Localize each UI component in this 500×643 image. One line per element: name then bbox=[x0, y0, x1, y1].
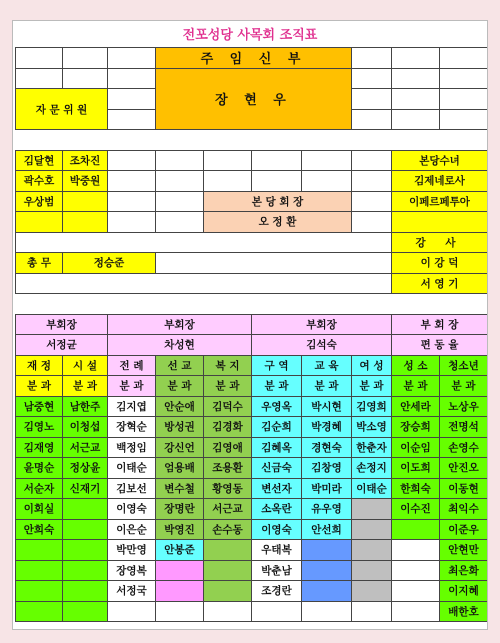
vice-name: 김석숙 bbox=[251, 334, 392, 356]
member-name: 김지엽 bbox=[107, 396, 156, 418]
empty-cell bbox=[155, 191, 204, 213]
org-chart-grid bbox=[15, 47, 487, 621]
empty-cell bbox=[391, 560, 440, 582]
member-name: 박경혜 bbox=[301, 416, 352, 438]
nun: 김제네로사 bbox=[391, 170, 488, 192]
empty-cell bbox=[15, 47, 63, 69]
empty-cell bbox=[155, 252, 392, 274]
member-name: 김덕수 bbox=[203, 396, 252, 418]
member-name: 서근교 bbox=[62, 437, 108, 459]
advisor: 조차진 bbox=[62, 150, 108, 172]
empty-cell bbox=[351, 88, 392, 110]
member-name: 우영옥 bbox=[251, 396, 302, 418]
member-name: 안현만 bbox=[439, 539, 488, 561]
member-name: 안진오 bbox=[439, 457, 488, 479]
dept-header: 청소년 bbox=[439, 355, 488, 377]
member-name: 이태순 bbox=[107, 457, 156, 479]
member-name: 강신언 bbox=[155, 437, 204, 459]
empty-cell bbox=[351, 580, 392, 602]
empty-cell bbox=[15, 273, 392, 295]
empty-cell bbox=[439, 88, 488, 110]
empty-cell bbox=[15, 232, 392, 254]
member-name: 안봉준 bbox=[155, 539, 204, 561]
member-name: 이영숙 bbox=[107, 498, 156, 520]
vice-name: 차성현 bbox=[107, 334, 252, 356]
empty-cell bbox=[301, 150, 352, 172]
member-name: 유우영 bbox=[301, 498, 352, 520]
empty-cell bbox=[15, 68, 63, 90]
empty-cell bbox=[203, 580, 252, 602]
empty-cell bbox=[351, 109, 392, 131]
empty-cell bbox=[439, 47, 488, 69]
empty-cell bbox=[351, 150, 392, 172]
dept-sub-label: 분 과 bbox=[62, 375, 108, 397]
empty-cell bbox=[62, 580, 108, 602]
empty-cell bbox=[107, 170, 156, 192]
member-name: 안세라 bbox=[391, 396, 440, 418]
member-name: 서정국 bbox=[107, 580, 156, 602]
member-name: 김창영 bbox=[301, 457, 352, 479]
empty-cell bbox=[107, 601, 156, 623]
advisor: 김달현 bbox=[15, 150, 63, 172]
lecturer-label: 강 사 bbox=[391, 232, 488, 254]
member-name: 한춘자 bbox=[351, 437, 392, 459]
president-name: 오 정 환 bbox=[203, 211, 352, 233]
empty-cell bbox=[62, 519, 108, 541]
member-name: 장영복 bbox=[107, 560, 156, 582]
empty-cell bbox=[391, 47, 440, 69]
empty-cell bbox=[15, 560, 63, 582]
member-name: 안희숙 bbox=[15, 519, 63, 541]
empty-cell bbox=[155, 580, 204, 602]
empty-cell bbox=[351, 191, 392, 213]
member-name: 조경란 bbox=[251, 580, 302, 602]
member-name: 이회실 bbox=[15, 498, 63, 520]
advisor: 박중원 bbox=[62, 170, 108, 192]
member-name: 장승희 bbox=[391, 416, 440, 438]
empty-cell bbox=[351, 519, 392, 541]
member-name: 윤명순 bbox=[15, 457, 63, 479]
member-name: 노상우 bbox=[439, 396, 488, 418]
member-name: 경현숙 bbox=[301, 437, 352, 459]
empty-cell bbox=[15, 211, 63, 233]
empty-cell bbox=[62, 560, 108, 582]
member-name: 이도희 bbox=[391, 457, 440, 479]
member-name: 손정지 bbox=[351, 457, 392, 479]
dept-sub-label: 분 과 bbox=[15, 375, 63, 397]
empty-cell bbox=[351, 211, 392, 233]
spacer-row bbox=[15, 129, 488, 151]
dept-sub-label: 분 과 bbox=[351, 375, 392, 397]
vice-right-label: 부 회 장 bbox=[391, 314, 488, 336]
empty-cell bbox=[107, 191, 156, 213]
member-name: 이태순 bbox=[351, 478, 392, 500]
empty-cell bbox=[62, 498, 108, 520]
member-name: 손영수 bbox=[439, 437, 488, 459]
dept-header: 여 성 bbox=[351, 355, 392, 377]
member-name: 이영숙 bbox=[251, 519, 302, 541]
member-name: 박춘남 bbox=[251, 560, 302, 582]
member-name: 최익수 bbox=[439, 498, 488, 520]
empty-cell bbox=[391, 539, 440, 561]
empty-cell bbox=[155, 170, 204, 192]
nun: 이페르페투아 bbox=[391, 191, 488, 213]
dept-sub-label: 분 과 bbox=[251, 375, 302, 397]
empty-cell bbox=[107, 109, 156, 131]
member-name: 이동현 bbox=[439, 478, 488, 500]
org-chart-sheet bbox=[12, 20, 488, 630]
member-name: 변수철 bbox=[155, 478, 204, 500]
empty-cell bbox=[107, 88, 156, 110]
member-name: 전명석 bbox=[439, 416, 488, 438]
member-name: 이준우 bbox=[439, 519, 488, 541]
member-name: 김재영 bbox=[15, 437, 63, 459]
dept-sub-label: 분 과 bbox=[301, 375, 352, 397]
member-name: 박미라 bbox=[301, 478, 352, 500]
empty-cell bbox=[351, 170, 392, 192]
empty-cell bbox=[107, 47, 156, 69]
member-name: 조용환 bbox=[203, 457, 252, 479]
dept-header: 구 역 bbox=[251, 355, 302, 377]
empty-cell bbox=[301, 170, 352, 192]
member-name: 안선희 bbox=[301, 519, 352, 541]
empty-cell bbox=[439, 68, 488, 90]
member-name: 정상윤 bbox=[62, 457, 108, 479]
empty-cell bbox=[155, 211, 204, 233]
member-name: 김영노 bbox=[15, 416, 63, 438]
dept-header: 성 소 bbox=[391, 355, 440, 377]
empty-cell bbox=[391, 88, 440, 110]
member-name: 박만영 bbox=[107, 539, 156, 561]
empty-cell bbox=[301, 601, 352, 623]
member-name: 김영희 bbox=[351, 396, 392, 418]
empty-cell bbox=[62, 191, 108, 213]
member-name: 김혜옥 bbox=[251, 437, 302, 459]
dept-header: 복 지 bbox=[203, 355, 252, 377]
member-name: 이순임 bbox=[391, 437, 440, 459]
pastor-name: 장 현 우 bbox=[155, 68, 352, 131]
empty-cell bbox=[203, 170, 252, 192]
empty-cell bbox=[439, 109, 488, 131]
member-name: 백정임 bbox=[107, 437, 156, 459]
member-name: 황영동 bbox=[203, 478, 252, 500]
empty-cell bbox=[391, 109, 440, 131]
member-name: 서순자 bbox=[15, 478, 63, 500]
empty-cell bbox=[351, 498, 392, 520]
member-name: 박소영 bbox=[351, 416, 392, 438]
member-name: 김보선 bbox=[107, 478, 156, 500]
dept-header: 전 례 bbox=[107, 355, 156, 377]
vice-label: 부회장 bbox=[107, 314, 252, 336]
empty-cell bbox=[62, 68, 108, 90]
empty-cell bbox=[62, 601, 108, 623]
member-name: 신재기 bbox=[62, 478, 108, 500]
chart-title: 전포성당 사목회 조직표 bbox=[13, 21, 487, 45]
vice-name: 서정균 bbox=[15, 334, 108, 356]
empty-cell bbox=[391, 580, 440, 602]
member-name: 박영진 bbox=[155, 519, 204, 541]
member-name: 배한호 bbox=[439, 601, 488, 623]
empty-cell bbox=[391, 68, 440, 90]
empty-cell bbox=[62, 211, 108, 233]
general-affairs-name: 정승준 bbox=[62, 252, 156, 274]
member-name: 김영애 bbox=[203, 437, 252, 459]
president-label: 본 당 회 장 bbox=[203, 191, 352, 213]
empty-cell bbox=[251, 170, 302, 192]
empty-cell bbox=[155, 601, 204, 623]
member-name: 최은화 bbox=[439, 560, 488, 582]
empty-cell bbox=[351, 601, 392, 623]
pastor-title: 주 임 신 부 bbox=[155, 47, 352, 69]
member-name: 김경화 bbox=[203, 416, 252, 438]
member-name: 서근교 bbox=[203, 498, 252, 520]
dept-sub-label: 분 과 bbox=[107, 375, 156, 397]
empty-cell bbox=[301, 560, 352, 582]
empty-cell bbox=[203, 601, 252, 623]
empty-cell bbox=[351, 539, 392, 561]
dept-sub-label: 분 과 bbox=[203, 375, 252, 397]
member-name: 이지혜 bbox=[439, 580, 488, 602]
vice-right-name: 편 동 율 bbox=[391, 334, 488, 356]
member-name: 남중현 bbox=[15, 396, 63, 418]
empty-cell bbox=[251, 150, 302, 172]
empty-cell bbox=[155, 560, 204, 582]
empty-cell bbox=[301, 539, 352, 561]
empty-cell bbox=[62, 539, 108, 561]
empty-cell bbox=[391, 519, 440, 541]
empty-cell bbox=[15, 539, 63, 561]
empty-cell bbox=[107, 150, 156, 172]
member-name: 남한주 bbox=[62, 396, 108, 418]
empty-cell bbox=[251, 601, 302, 623]
member-name: 신금숙 bbox=[251, 457, 302, 479]
member-name: 박시현 bbox=[301, 396, 352, 418]
empty-cell bbox=[351, 47, 392, 69]
dept-sub-label: 분 과 bbox=[391, 375, 440, 397]
empty-cell bbox=[351, 560, 392, 582]
empty-cell bbox=[203, 560, 252, 582]
advisory-label: 자 문 위 원 bbox=[15, 88, 108, 130]
vice-label: 부회장 bbox=[251, 314, 392, 336]
empty-cell bbox=[203, 150, 252, 172]
member-name: 엄용배 bbox=[155, 457, 204, 479]
advisor: 우상범 bbox=[15, 191, 63, 213]
member-name: 이청섭 bbox=[62, 416, 108, 438]
lecturer: 서 영 기 bbox=[391, 273, 488, 295]
vice-label: 부회장 bbox=[15, 314, 108, 336]
empty-cell bbox=[15, 580, 63, 602]
member-name: 한희숙 bbox=[391, 478, 440, 500]
empty-cell bbox=[351, 68, 392, 90]
nuns-label: 본당수녀 bbox=[391, 150, 488, 172]
member-name: 방성권 bbox=[155, 416, 204, 438]
member-name: 장혁순 bbox=[107, 416, 156, 438]
empty-cell bbox=[62, 47, 108, 69]
empty-cell bbox=[203, 539, 252, 561]
member-name: 이수진 bbox=[391, 498, 440, 520]
dept-header: 시 설 bbox=[62, 355, 108, 377]
member-name: 이은순 bbox=[107, 519, 156, 541]
dept-header: 재 정 bbox=[15, 355, 63, 377]
member-name: 소옥란 bbox=[251, 498, 302, 520]
dept-sub-label: 분 과 bbox=[155, 375, 204, 397]
lecturer: 이 강 덕 bbox=[391, 252, 488, 274]
empty-cell bbox=[301, 580, 352, 602]
member-name: 손수동 bbox=[203, 519, 252, 541]
member-name: 변선자 bbox=[251, 478, 302, 500]
member-name: 장명란 bbox=[155, 498, 204, 520]
empty-cell bbox=[107, 68, 156, 90]
empty-cell bbox=[391, 211, 488, 233]
empty-cell bbox=[15, 601, 63, 623]
empty-cell bbox=[155, 150, 204, 172]
general-affairs-label: 총 무 bbox=[15, 252, 63, 274]
dept-sub-label: 분 과 bbox=[439, 375, 488, 397]
advisor: 곽수호 bbox=[15, 170, 63, 192]
dept-header: 선 교 bbox=[155, 355, 204, 377]
spacer-row bbox=[15, 293, 488, 315]
empty-cell bbox=[391, 601, 440, 623]
member-name: 김순희 bbox=[251, 416, 302, 438]
member-name: 안순애 bbox=[155, 396, 204, 418]
member-name: 우태복 bbox=[251, 539, 302, 561]
empty-cell bbox=[107, 211, 156, 233]
dept-header: 교 육 bbox=[301, 355, 352, 377]
